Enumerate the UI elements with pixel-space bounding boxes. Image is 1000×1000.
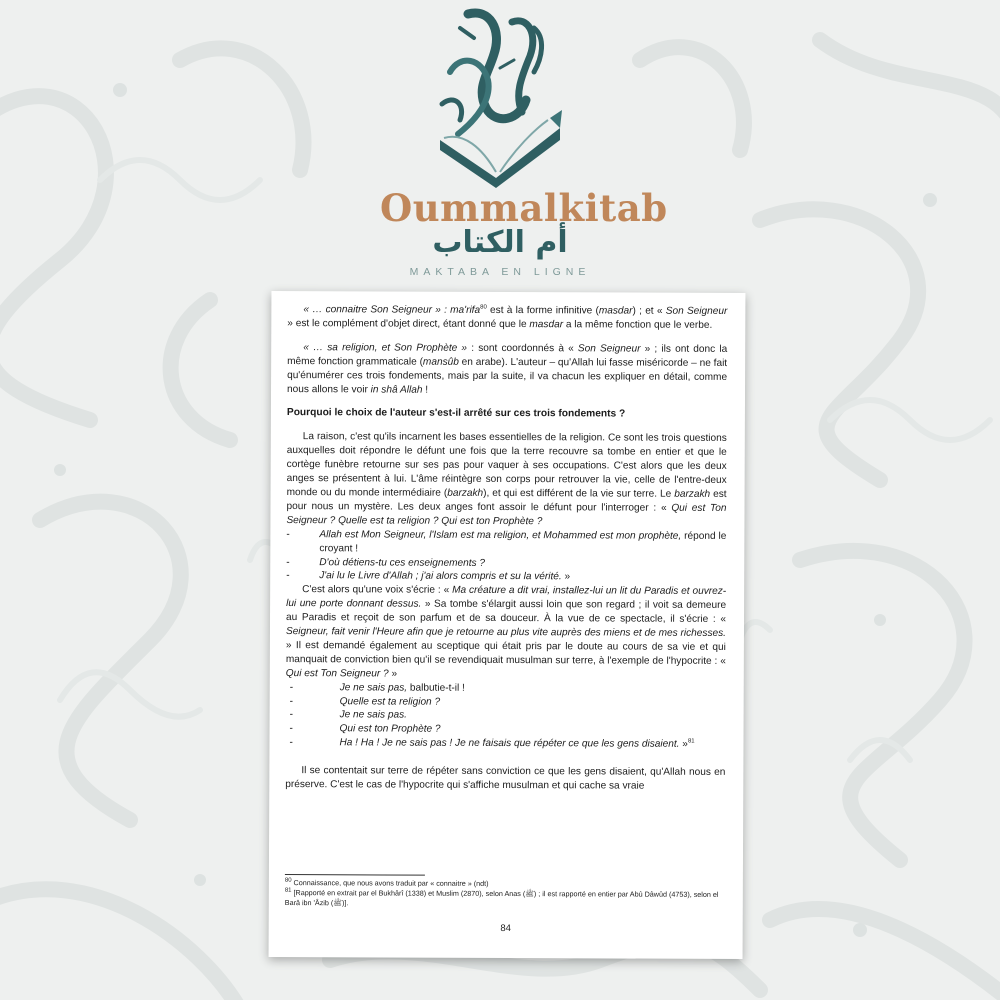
dialogue-line: - Je ne sais pas, balbutie-t-il ! [289, 681, 465, 694]
footnote-81: $^{81}$ [Rapporté en extrait par el Bukhârî (1338) et Muslim (2870), selon Anas (ﷺ) ; il est rapporté en entier par Abû Dâwûd (4753), selon el Barâ ibn 'Âzib (ﷺ)]. [284, 887, 719, 908]
paragraph-hypocrite: Il se contentait sur terre de répéter sans conviction ce que les gens disaient, qu'Allah nous en préserve. C'est le cas de l'hypocrite qui s'affiche musulman et qui cache sa vraie [285, 765, 726, 792]
paragraph-religion-prophet: « … sa religion, et Son Prophète » : sont coordonnés à « Son Seigneur » ; ils ont donc la même fonction grammaticale (mansûb en arabe). L'auteur – qu'Allah lui fasse miséricorde – ne fait qu'énumérer ces trois fondements, mais par la suite, il va chacun les expliquer en détail, comme nous allons le voir in shâ Allah ! [287, 341, 728, 396]
section-heading: Pourquoi le choix de l'auteur s'est-il arrêté sur ces trois fondements ? [286, 407, 626, 420]
dialogue-line: - Ha ! Ha ! Je ne sais pas ! Je ne faisais que répéter ce que les gens disaient. »$^{81}$ [289, 737, 695, 751]
page-number: 84 [500, 922, 511, 935]
calligraphy-book-logo-icon [430, 8, 570, 190]
book-page [269, 291, 746, 959]
brand-logo [380, 8, 668, 280]
footnotes [285, 874, 725, 910]
footnote-ref-81: 81 [687, 738, 695, 745]
dialogue-line: - D'où détiens-tu ces enseignements ? [286, 556, 486, 569]
dialogue-line: - Je ne sais pas. [289, 709, 407, 722]
footnote-ref-80: 80 [480, 304, 487, 311]
paragraph-voice: C'est alors qu'une voix s'écrie : « Ma créature a dit vrai, installez-lui un lit du Paradis et ouvrez-lui une porte donnant dessus. » Sa tombe s'élargit aussi loin que son regard ; il voit sa demeure au Paradis et reçoit de son parfum et de sa douceur. À la vue de ce spectacle, il s'écrie : « Seigneur, fait venir l'Heure afin que je retourne au plus vite auprès des miens et de mes richesses. » Il est demandé également au sceptique qui était pris par le doute au cours de sa vie et qui manquait de conviction bien qu'il se revendiquait musulman sur terre, à l'exemple de l'hypocrite : « Qui est Ton Seigneur ? » [285, 584, 727, 680]
footnote-80: $^{80}$ Connaissance, que nous avons traduit par « connaitre » (ndt) [284, 877, 489, 888]
brand-tagline: MAKTABA EN LIGNE [409, 266, 591, 278]
dialogue-line: - J'ai lu le Livre d'Allah ; j'ai alors compris et su la vérité. » [286, 570, 571, 583]
brand-name: Oummalkitab [380, 186, 668, 230]
page-body [285, 303, 727, 794]
brand-arabic-name: أم الكتاب [432, 225, 568, 260]
dialogue-line: - Quelle est ta religion ? [289, 695, 441, 708]
dialogue-line: - Allah est Mon Seigneur, l'Islam est ma religion, et Mohammed est mon prophète, répond le croyant ! [286, 528, 727, 554]
paragraph-reason: La raison, c'est qu'ils incarnent les bases essentielles de la religion. Ce sont les trois questions auxquelles doit répondre le défunt une fois que la terre recouvre sa tombe en entier et que le cortège funèbre retourne sur ses pas pour vaquer à ses occupations. C'est alors que les deux anges se présentent à lui. L'âme réintègre son corps pour retrouver la vie, celle de l'entre-deux monde ou du monde intermédiaire (barzakh), et qui est différent de la vie sur terre. Le barzakh est pour nous un mystère. Les deux anges font assoir le défunt pour l'interroger : « Qui est Ton Seigneur ? Quelle est ta religion ? Qui est ton Prophète ? [286, 431, 727, 527]
footnote-divider [285, 874, 425, 876]
paragraph-masdar: « … connaitre Son Seigneur » : ma'rifa$^{80}$ est à la forme infinitive (masdar) ; et « Son Seigneur » est le complément d'objet direct, étant donné que le masdar a la même fonction que le verbe. [287, 304, 728, 331]
dialogue-line: - Qui est ton Prophète ? [289, 723, 441, 736]
